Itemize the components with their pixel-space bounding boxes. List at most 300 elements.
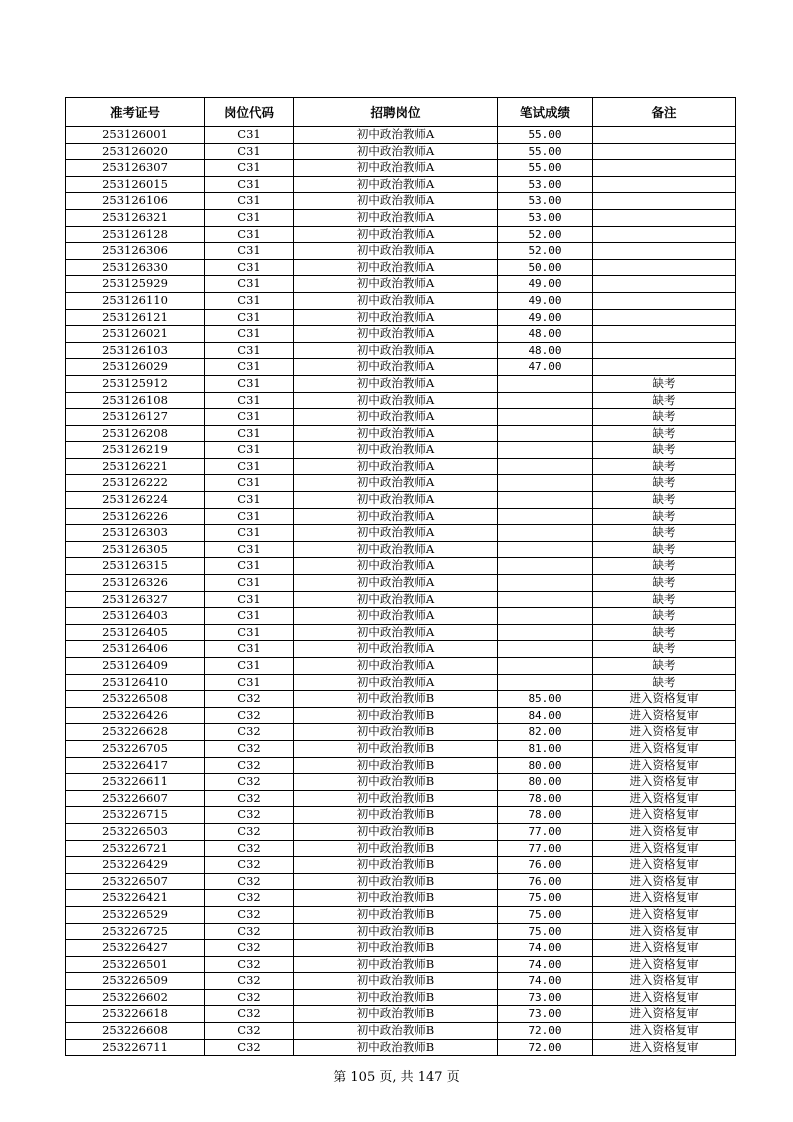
post-name-cell: 初中政治教师A <box>294 342 498 359</box>
post-name-cell: 初中政治教师A <box>294 176 498 193</box>
header-score: 笔试成绩 <box>498 98 593 127</box>
score-cell: 85.00 <box>498 691 593 708</box>
exam-id-cell: 253126303 <box>66 525 205 542</box>
post-code-cell: C31 <box>205 193 294 210</box>
post-name-cell: 初中政治教师A <box>294 375 498 392</box>
table-row <box>66 425 736 442</box>
score-cell: 52.00 <box>498 243 593 260</box>
header-remark: 备注 <box>593 98 736 127</box>
post-code-cell: C31 <box>205 276 294 293</box>
post-name-cell: 初中政治教师A <box>294 276 498 293</box>
post-name-cell: 初中政治教师A <box>294 624 498 641</box>
post-name-cell: 初中政治教师B <box>294 890 498 907</box>
post-name-cell: 初中政治教师A <box>294 641 498 658</box>
exam-id-cell: 253126326 <box>66 575 205 592</box>
score-cell <box>498 575 593 592</box>
table-row <box>66 989 736 1006</box>
post-code-cell: C31 <box>205 641 294 658</box>
score-cell <box>498 392 593 409</box>
post-code-cell: C31 <box>205 658 294 675</box>
exam-id-cell: 253226429 <box>66 857 205 874</box>
table-row <box>66 1006 736 1023</box>
score-cell: 74.00 <box>498 940 593 957</box>
score-cell <box>498 658 593 675</box>
post-name-cell: 初中政治教师B <box>294 956 498 973</box>
exam-id-cell: 253126110 <box>66 292 205 309</box>
table-row <box>66 740 736 757</box>
post-code-cell: C31 <box>205 309 294 326</box>
post-code-cell: C32 <box>205 906 294 923</box>
exam-id-cell: 253126409 <box>66 658 205 675</box>
post-name-cell: 初中政治教师A <box>294 143 498 160</box>
remark-cell: 缺考 <box>593 425 736 442</box>
post-code-cell: C32 <box>205 707 294 724</box>
exam-id-cell: 253126020 <box>66 143 205 160</box>
score-cell: 80.00 <box>498 774 593 791</box>
post-name-cell: 初中政治教师A <box>294 541 498 558</box>
table-row <box>66 641 736 658</box>
remark-cell: 进入资格复审 <box>593 790 736 807</box>
table-row <box>66 127 736 144</box>
post-code-cell: C32 <box>205 774 294 791</box>
post-code-cell: C31 <box>205 575 294 592</box>
table-row <box>66 176 736 193</box>
remark-cell: 缺考 <box>593 442 736 459</box>
table-row <box>66 906 736 923</box>
exam-id-cell: 253226529 <box>66 906 205 923</box>
post-name-cell: 初中政治教师B <box>294 940 498 957</box>
post-name-cell: 初中政治教师B <box>294 873 498 890</box>
post-code-cell: C31 <box>205 425 294 442</box>
table-row <box>66 259 736 276</box>
remark-cell <box>593 176 736 193</box>
remark-cell: 进入资格复审 <box>593 940 736 957</box>
post-name-cell: 初中政治教师B <box>294 923 498 940</box>
score-cell <box>498 458 593 475</box>
exam-id-cell: 253226608 <box>66 1023 205 1040</box>
post-code-cell: C31 <box>205 259 294 276</box>
post-name-cell: 初中政治教师A <box>294 359 498 376</box>
table-row <box>66 326 736 343</box>
table-row <box>66 973 736 990</box>
remark-cell: 缺考 <box>593 475 736 492</box>
post-code-cell: C31 <box>205 525 294 542</box>
score-cell: 49.00 <box>498 309 593 326</box>
exam-id-cell: 253126403 <box>66 608 205 625</box>
remark-cell: 进入资格复审 <box>593 840 736 857</box>
exam-id-cell: 253126226 <box>66 508 205 525</box>
table-row <box>66 160 736 177</box>
score-cell: 74.00 <box>498 956 593 973</box>
exam-id-cell: 253226715 <box>66 807 205 824</box>
exam-id-cell: 253126330 <box>66 259 205 276</box>
post-name-cell: 初中政治教师A <box>294 392 498 409</box>
table-row <box>66 823 736 840</box>
remark-cell <box>593 259 736 276</box>
exam-id-cell: 253226711 <box>66 1039 205 1056</box>
remark-cell: 进入资格复审 <box>593 774 736 791</box>
table-body <box>66 127 736 1056</box>
table-row <box>66 940 736 957</box>
post-name-cell: 初中政治教师B <box>294 707 498 724</box>
exam-id-cell: 253226503 <box>66 823 205 840</box>
exam-id-cell: 253126305 <box>66 541 205 558</box>
exam-id-cell: 253226421 <box>66 890 205 907</box>
post-code-cell: C32 <box>205 973 294 990</box>
remark-cell <box>593 127 736 144</box>
score-cell: 74.00 <box>498 973 593 990</box>
post-name-cell: 初中政治教师A <box>294 575 498 592</box>
score-cell: 75.00 <box>498 906 593 923</box>
table-row <box>66 591 736 608</box>
exam-id-cell: 253126015 <box>66 176 205 193</box>
post-code-cell: C31 <box>205 558 294 575</box>
remark-cell <box>593 326 736 343</box>
exam-id-cell: 253126103 <box>66 342 205 359</box>
score-cell <box>498 425 593 442</box>
score-cell: 75.00 <box>498 923 593 940</box>
remark-cell <box>593 193 736 210</box>
remark-cell: 缺考 <box>593 375 736 392</box>
post-name-cell: 初中政治教师A <box>294 243 498 260</box>
remark-cell: 进入资格复审 <box>593 1023 736 1040</box>
exam-id-cell: 253126222 <box>66 475 205 492</box>
exam-id-cell: 253226427 <box>66 940 205 957</box>
score-cell: 48.00 <box>498 326 593 343</box>
table-row <box>66 243 736 260</box>
table-row <box>66 558 736 575</box>
remark-cell <box>593 143 736 160</box>
remark-cell: 进入资格复审 <box>593 906 736 923</box>
post-code-cell: C32 <box>205 989 294 1006</box>
score-cell <box>498 641 593 658</box>
exam-id-cell: 253226507 <box>66 873 205 890</box>
table-row <box>66 774 736 791</box>
post-code-cell: C32 <box>205 740 294 757</box>
remark-cell: 缺考 <box>593 624 736 641</box>
score-cell <box>498 525 593 542</box>
post-name-cell: 初中政治教师A <box>294 674 498 691</box>
remark-cell: 进入资格复审 <box>593 1006 736 1023</box>
post-name-cell: 初中政治教师A <box>294 608 498 625</box>
score-cell: 76.00 <box>498 857 593 874</box>
post-name-cell: 初中政治教师A <box>294 309 498 326</box>
post-code-cell: C32 <box>205 857 294 874</box>
post-code-cell: C31 <box>205 508 294 525</box>
table-row <box>66 890 736 907</box>
post-code-cell: C31 <box>205 458 294 475</box>
post-name-cell: 初中政治教师B <box>294 757 498 774</box>
score-cell: 77.00 <box>498 840 593 857</box>
table-row <box>66 276 736 293</box>
table-row <box>66 359 736 376</box>
exam-id-cell: 253126307 <box>66 160 205 177</box>
post-code-cell: C32 <box>205 691 294 708</box>
post-code-cell: C32 <box>205 1023 294 1040</box>
table-row <box>66 857 736 874</box>
table-row <box>66 525 736 542</box>
table-row <box>66 1023 736 1040</box>
post-name-cell: 初中政治教师A <box>294 508 498 525</box>
post-name-cell: 初中政治教师B <box>294 840 498 857</box>
post-name-cell: 初中政治教师A <box>294 226 498 243</box>
remark-cell <box>593 292 736 309</box>
score-cell: 53.00 <box>498 176 593 193</box>
score-cell: 81.00 <box>498 740 593 757</box>
exam-id-cell: 253126029 <box>66 359 205 376</box>
score-cell: 48.00 <box>498 342 593 359</box>
score-cell: 49.00 <box>498 292 593 309</box>
post-code-cell: C31 <box>205 392 294 409</box>
post-name-cell: 初中政治教师A <box>294 492 498 509</box>
table-row <box>66 956 736 973</box>
score-cell: 72.00 <box>498 1023 593 1040</box>
score-cell <box>498 558 593 575</box>
table-row <box>66 923 736 940</box>
table-row <box>66 442 736 459</box>
post-code-cell: C32 <box>205 807 294 824</box>
score-cell: 55.00 <box>498 143 593 160</box>
exam-id-cell: 253126410 <box>66 674 205 691</box>
post-name-cell: 初中政治教师A <box>294 475 498 492</box>
remark-cell: 缺考 <box>593 558 736 575</box>
post-name-cell: 初中政治教师A <box>294 409 498 426</box>
post-code-cell: C32 <box>205 956 294 973</box>
post-code-cell: C31 <box>205 243 294 260</box>
table-row <box>66 790 736 807</box>
post-code-cell: C31 <box>205 226 294 243</box>
exam-id-cell: 253126219 <box>66 442 205 459</box>
exam-id-cell: 253126001 <box>66 127 205 144</box>
post-name-cell: 初中政治教师B <box>294 823 498 840</box>
post-name-cell: 初中政治教师A <box>294 209 498 226</box>
post-name-cell: 初中政治教师B <box>294 1006 498 1023</box>
table-row <box>66 807 736 824</box>
score-cell <box>498 508 593 525</box>
post-name-cell: 初中政治教师B <box>294 906 498 923</box>
post-name-cell: 初中政治教师B <box>294 1023 498 1040</box>
table-row <box>66 292 736 309</box>
remark-cell: 缺考 <box>593 658 736 675</box>
table-row <box>66 674 736 691</box>
remark-cell <box>593 209 736 226</box>
post-name-cell: 初中政治教师A <box>294 326 498 343</box>
remark-cell: 进入资格复审 <box>593 890 736 907</box>
table-header <box>66 98 736 127</box>
remark-cell <box>593 243 736 260</box>
post-code-cell: C31 <box>205 342 294 359</box>
exam-id-cell: 253126121 <box>66 309 205 326</box>
post-code-cell: C31 <box>205 359 294 376</box>
score-cell <box>498 541 593 558</box>
remark-cell: 缺考 <box>593 575 736 592</box>
exam-id-cell: 253226426 <box>66 707 205 724</box>
table-row <box>66 342 736 359</box>
post-code-cell: C31 <box>205 375 294 392</box>
post-name-cell: 初中政治教师A <box>294 160 498 177</box>
post-code-cell: C31 <box>205 176 294 193</box>
post-name-cell: 初中政治教师A <box>294 558 498 575</box>
table-row <box>66 226 736 243</box>
post-name-cell: 初中政治教师B <box>294 857 498 874</box>
post-name-cell: 初中政治教师B <box>294 691 498 708</box>
post-name-cell: 初中政治教师B <box>294 740 498 757</box>
exam-id-cell: 253226725 <box>66 923 205 940</box>
remark-cell: 进入资格复审 <box>593 740 736 757</box>
score-cell: 78.00 <box>498 807 593 824</box>
post-code-cell: C31 <box>205 292 294 309</box>
score-cell: 49.00 <box>498 276 593 293</box>
table-row <box>66 873 736 890</box>
exam-id-cell: 253126128 <box>66 226 205 243</box>
score-cell <box>498 591 593 608</box>
post-code-cell: C31 <box>205 608 294 625</box>
table-row <box>66 392 736 409</box>
post-code-cell: C32 <box>205 890 294 907</box>
table-row <box>66 658 736 675</box>
post-code-cell: C31 <box>205 442 294 459</box>
table-row <box>66 508 736 525</box>
score-cell: 75.00 <box>498 890 593 907</box>
post-name-cell: 初中政治教师A <box>294 525 498 542</box>
exam-id-cell: 253226602 <box>66 989 205 1006</box>
table-row <box>66 458 736 475</box>
post-name-cell: 初中政治教师B <box>294 807 498 824</box>
remark-cell: 进入资格复审 <box>593 923 736 940</box>
post-code-cell: C31 <box>205 591 294 608</box>
post-name-cell: 初中政治教师A <box>294 425 498 442</box>
remark-cell <box>593 226 736 243</box>
remark-cell: 缺考 <box>593 508 736 525</box>
score-cell <box>498 492 593 509</box>
exam-id-cell: 253126315 <box>66 558 205 575</box>
exam-id-cell: 253126108 <box>66 392 205 409</box>
remark-cell: 进入资格复审 <box>593 823 736 840</box>
table-row <box>66 143 736 160</box>
score-cell <box>498 674 593 691</box>
remark-cell: 进入资格复审 <box>593 691 736 708</box>
remark-cell <box>593 309 736 326</box>
score-cell: 47.00 <box>498 359 593 376</box>
post-code-cell: C31 <box>205 209 294 226</box>
table-row <box>66 840 736 857</box>
remark-cell: 缺考 <box>593 458 736 475</box>
post-code-cell: C31 <box>205 326 294 343</box>
post-name-cell: 初中政治教师B <box>294 973 498 990</box>
post-name-cell: 初中政治教师B <box>294 989 498 1006</box>
post-code-cell: C31 <box>205 475 294 492</box>
table-row <box>66 475 736 492</box>
exam-id-cell: 253126106 <box>66 193 205 210</box>
table-row <box>66 624 736 641</box>
score-cell: 76.00 <box>498 873 593 890</box>
table-row <box>66 209 736 226</box>
header-row <box>66 98 736 127</box>
score-cell: 78.00 <box>498 790 593 807</box>
exam-id-cell: 253126405 <box>66 624 205 641</box>
exam-id-cell: 253226721 <box>66 840 205 857</box>
exam-id-cell: 253226705 <box>66 740 205 757</box>
score-cell: 53.00 <box>498 193 593 210</box>
exam-id-cell: 253126021 <box>66 326 205 343</box>
header-post-code: 岗位代码 <box>205 98 294 127</box>
score-cell: 50.00 <box>498 259 593 276</box>
exam-id-cell: 253226607 <box>66 790 205 807</box>
post-code-cell: C31 <box>205 409 294 426</box>
post-code-cell: C31 <box>205 492 294 509</box>
remark-cell: 进入资格复审 <box>593 989 736 1006</box>
score-cell: 82.00 <box>498 724 593 741</box>
post-code-cell: C31 <box>205 160 294 177</box>
post-code-cell: C31 <box>205 624 294 641</box>
score-cell: 72.00 <box>498 1039 593 1056</box>
score-cell: 52.00 <box>498 226 593 243</box>
remark-cell: 缺考 <box>593 641 736 658</box>
post-code-cell: C32 <box>205 757 294 774</box>
post-name-cell: 初中政治教师A <box>294 259 498 276</box>
table-row <box>66 724 736 741</box>
table-row <box>66 691 736 708</box>
score-cell <box>498 375 593 392</box>
exam-id-cell: 253126208 <box>66 425 205 442</box>
remark-cell: 进入资格复审 <box>593 757 736 774</box>
remark-cell: 缺考 <box>593 409 736 426</box>
table-row <box>66 707 736 724</box>
exam-id-cell: 253125912 <box>66 375 205 392</box>
exam-id-cell: 253126127 <box>66 409 205 426</box>
post-code-cell: C31 <box>205 674 294 691</box>
exam-id-cell: 253126406 <box>66 641 205 658</box>
remark-cell: 缺考 <box>593 608 736 625</box>
table-row <box>66 608 736 625</box>
exam-id-cell: 253126306 <box>66 243 205 260</box>
table-row <box>66 541 736 558</box>
remark-cell: 缺考 <box>593 492 736 509</box>
post-name-cell: 初中政治教师A <box>294 292 498 309</box>
post-code-cell: C32 <box>205 790 294 807</box>
post-code-cell: C32 <box>205 940 294 957</box>
exam-id-cell: 253226508 <box>66 691 205 708</box>
exam-id-cell: 253126224 <box>66 492 205 509</box>
remark-cell: 缺考 <box>593 525 736 542</box>
remark-cell: 进入资格复审 <box>593 873 736 890</box>
score-cell <box>498 409 593 426</box>
post-code-cell: C32 <box>205 873 294 890</box>
score-table <box>65 97 736 1056</box>
score-cell: 80.00 <box>498 757 593 774</box>
table-row <box>66 409 736 426</box>
exam-id-cell: 253126321 <box>66 209 205 226</box>
remark-cell: 进入资格复审 <box>593 724 736 741</box>
remark-cell: 进入资格复审 <box>593 956 736 973</box>
header-exam-id: 准考证号 <box>66 98 205 127</box>
post-code-cell: C32 <box>205 1039 294 1056</box>
remark-cell: 进入资格复审 <box>593 807 736 824</box>
remark-cell: 缺考 <box>593 591 736 608</box>
remark-cell: 进入资格复审 <box>593 707 736 724</box>
score-cell <box>498 442 593 459</box>
exam-id-cell: 253226628 <box>66 724 205 741</box>
post-name-cell: 初中政治教师A <box>294 127 498 144</box>
post-name-cell: 初中政治教师B <box>294 790 498 807</box>
table-row <box>66 575 736 592</box>
post-name-cell: 初中政治教师A <box>294 442 498 459</box>
post-code-cell: C32 <box>205 724 294 741</box>
table-row <box>66 193 736 210</box>
exam-id-cell: 253226509 <box>66 973 205 990</box>
table-row <box>66 375 736 392</box>
score-cell <box>498 475 593 492</box>
